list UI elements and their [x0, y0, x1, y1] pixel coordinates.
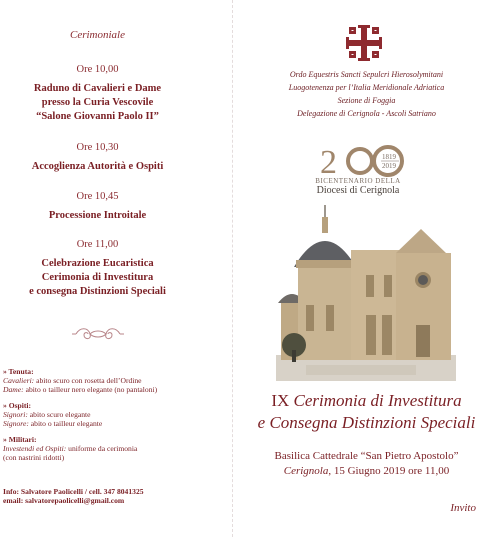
signore-label: Signore:	[3, 419, 29, 429]
date-time: , 15 Giugno 2019 ore 11,00	[328, 465, 450, 477]
jerusalem-cross-icon	[344, 22, 384, 64]
order-name-block	[233, 68, 500, 120]
order-line-2: Luogotenenza per l’Italia Meridionale Adriatica	[288, 83, 445, 92]
dame-text: abito o tailleur nero elegante (no pantaloni)	[23, 385, 158, 395]
event-1-line-1: Raduno di Cavalieri e Dame	[33, 83, 162, 94]
militari-heading: » Militari:	[3, 435, 37, 444]
signori-row	[3, 410, 228, 419]
logo-subtitle: BICENTENARIO DELLA	[315, 177, 401, 185]
dame-label: Dame:	[3, 385, 24, 395]
event-1	[0, 82, 195, 124]
logo-diocese: Diocesi di Cerignola	[316, 185, 400, 196]
militari-text: uniforme da cerimonia	[66, 444, 138, 454]
event-2: Accoglienza Autorità e Ospiti	[31, 161, 164, 172]
signore-text: abito o tailleur elegante	[28, 419, 103, 429]
event-1-line-3: “Salone Giovanni Paolo II”	[36, 111, 159, 122]
dame-row	[3, 385, 228, 394]
contact-email[interactable]: email: salvatorepaolicelli@gmail.com	[3, 496, 125, 506]
event-4-line-3: e consegna Distinzioni Speciali	[29, 286, 166, 297]
militari-row	[3, 444, 228, 453]
contact-phone: Info: Salvatore Paolicelli / cell. 347 8041325	[3, 487, 144, 496]
ceremony-title	[233, 390, 500, 434]
order-line-3: Sezione di Foggia	[337, 96, 396, 105]
signore-row	[3, 419, 228, 428]
event-3: Processione Introitale	[48, 210, 147, 221]
militari-note: (con nastrini ridotti)	[3, 453, 65, 463]
scroll-ornament-icon	[72, 326, 124, 342]
ceremony-title-text-2: e Consegna Distinzioni Speciali	[257, 413, 476, 432]
ceremonial-heading: Cerimoniale	[70, 29, 125, 41]
logo-year-end: 2019	[382, 162, 396, 170]
time-2: Ore 10,30	[76, 142, 119, 153]
cavalieri-text: abito scuro con rosetta dell’Ordine	[34, 376, 142, 386]
ceremony-roman-numeral: IX	[271, 391, 294, 410]
contact-info	[3, 487, 144, 505]
logo-year-start: 1819	[382, 153, 396, 161]
event-4	[0, 257, 195, 299]
ceremonial-panel	[0, 0, 232, 537]
dress-code-ospiti	[3, 401, 228, 429]
event-4-line-1: Celebrazione Eucaristica	[41, 258, 154, 269]
ceremony-title-text-1: Cerimonia di Investitura	[293, 391, 462, 410]
cathedral-photo	[276, 205, 456, 381]
ceremony-title-line-1	[233, 390, 500, 412]
logo-zero-ring-1	[348, 149, 372, 173]
time-1: Ore 10,00	[76, 64, 119, 75]
cavalieri-row	[3, 376, 228, 385]
event-1-line-2: presso la Curia Vescovile	[41, 97, 154, 108]
event-4-line-2: Cerimonia di Investitura	[41, 272, 154, 283]
dress-code-militari	[3, 435, 228, 463]
invito-label: Invito	[450, 502, 476, 514]
date-city: Cerignola	[283, 465, 329, 477]
venue: Basilica Cattedrale “San Pietro Apostolo”	[274, 450, 459, 462]
cover-panel	[233, 0, 500, 537]
time-4: Ore 11,00	[76, 239, 119, 250]
ospiti-heading: » Ospiti:	[3, 401, 32, 410]
cavalieri-label: Cavalieri:	[3, 376, 35, 386]
date-line	[233, 465, 500, 477]
signori-label: Signori:	[3, 410, 28, 420]
order-line-4: Delegazione di Cerignola - Ascoli Satriano	[297, 109, 436, 118]
tenuta-heading: » Tenuta:	[3, 367, 34, 376]
logo-digit-2: 2	[320, 144, 337, 179]
bicentenary-logo	[318, 143, 418, 179]
signori-text: abito scuro elegante	[27, 410, 91, 420]
dress-code-tenuta	[3, 367, 228, 395]
time-3: Ore 10,45	[76, 191, 119, 202]
order-line-1: Ordo Equestris Sancti Sepulcri Hierosolymitani	[289, 70, 444, 79]
militari-label: Investendi ed Ospiti:	[3, 444, 67, 454]
